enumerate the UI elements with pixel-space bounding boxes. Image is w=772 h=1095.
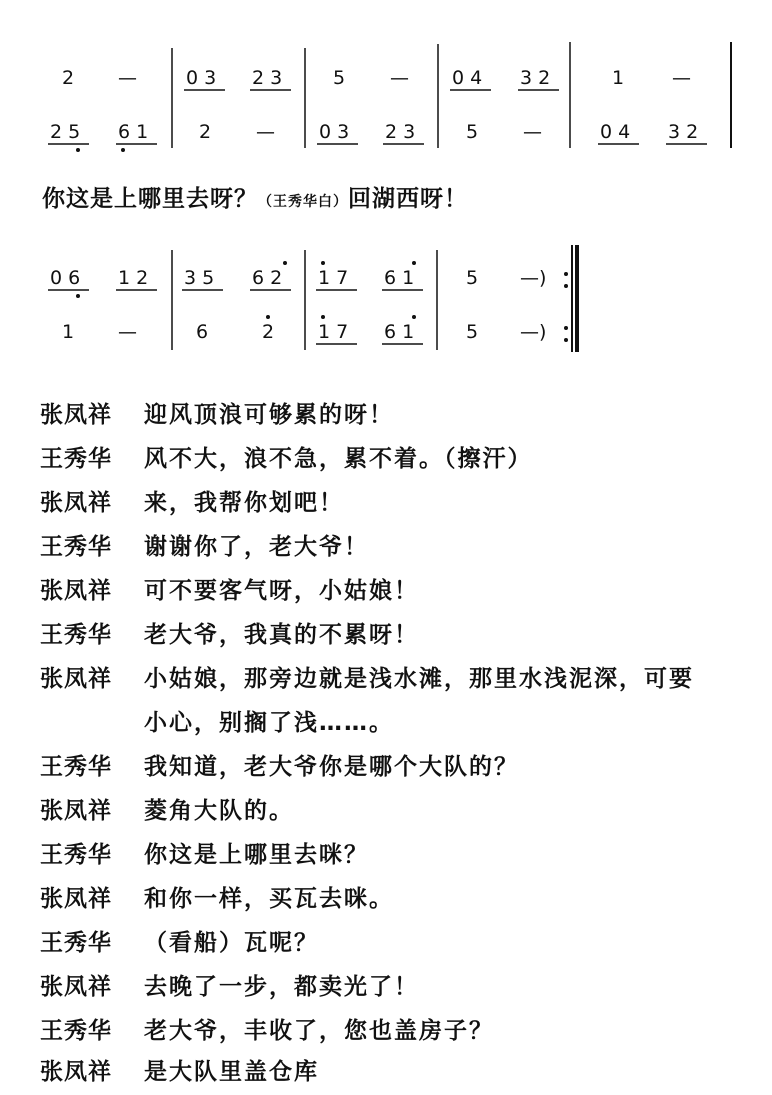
note: 0 3 <box>319 121 350 143</box>
note: 6 2 <box>252 267 283 289</box>
speaker: 张凤祥 <box>40 886 112 912</box>
dialogue <box>40 393 750 1053</box>
speaker: 王秀华 <box>40 754 112 780</box>
note: — <box>118 67 137 89</box>
note: — <box>672 67 691 89</box>
speech: 去晚了一步，都卖光了！ <box>144 974 419 1000</box>
speech: 老大爷，我真的不累呀！ <box>144 622 419 648</box>
note: 1 2 <box>118 267 149 289</box>
speech: 你这是上哪里去咪？ <box>144 842 369 868</box>
note: 0 4 <box>452 67 483 89</box>
system-2-lower-voice <box>62 315 568 344</box>
speech <box>144 657 750 745</box>
lyric-after: 回湖西呀！ <box>348 186 468 212</box>
note: 2 3 <box>252 67 283 89</box>
dialogue-line <box>40 437 750 481</box>
speaker: 张凤祥 <box>40 1059 112 1085</box>
dialogue-line <box>40 393 750 437</box>
note: 0 6 <box>50 267 81 289</box>
speech: 老大爷，丰收了，您也盖房子？ <box>144 1018 494 1044</box>
cut-off-dialogue-line <box>40 1050 740 1085</box>
note: — <box>118 321 137 343</box>
speech-line: 小姑娘，那旁边就是浅水滩，那里水浅泥深，可要 <box>144 666 694 692</box>
note: 6 1 <box>384 321 415 343</box>
dialogue-line <box>40 525 750 569</box>
speaker: 张凤祥 <box>40 666 112 692</box>
speech: 迎风顶浪可够累的呀！ <box>144 402 394 428</box>
note: — <box>390 67 409 89</box>
note: 0 4 <box>600 121 631 143</box>
note: 1 <box>612 67 625 89</box>
speaker: 张凤祥 <box>40 490 112 516</box>
speaker: 王秀华 <box>40 842 112 868</box>
note: —) <box>520 267 547 289</box>
speech: 我知道，老大爷你是哪个大队的？ <box>144 754 519 780</box>
dialogue-line <box>40 1050 740 1094</box>
note: 2 <box>62 67 75 89</box>
lyric-before: 你这是上哪里去呀？ <box>42 186 258 212</box>
dialogue-line <box>40 569 750 613</box>
dialogue-line <box>40 745 750 789</box>
barlines-system-2 <box>172 245 577 352</box>
dialogue-line <box>40 965 750 1009</box>
note: 6 1 <box>118 121 149 143</box>
speaker: 张凤祥 <box>40 798 112 824</box>
note: —) <box>520 321 547 343</box>
speech: 菱角大队的。 <box>144 798 294 824</box>
note: 2 <box>199 121 212 143</box>
lyric-line <box>42 180 468 213</box>
system-2-upper-voice <box>48 261 568 298</box>
system-1-upper-voice <box>62 67 691 90</box>
note: — <box>256 121 275 143</box>
note: 3 2 <box>668 121 699 143</box>
note: 2 5 <box>50 121 81 143</box>
speaker: 张凤祥 <box>40 402 112 428</box>
dialogue-line <box>40 613 750 657</box>
note: — <box>523 121 542 143</box>
note: 1 7 <box>318 267 349 289</box>
speaker: 王秀华 <box>40 534 112 560</box>
lyric-aside: （王秀华白） <box>258 194 348 210</box>
system-1-lower-voice <box>48 121 707 152</box>
note: 0 3 <box>186 67 217 89</box>
note: 2 <box>262 321 275 343</box>
note: 1 <box>62 321 75 343</box>
dialogue-line <box>40 921 750 965</box>
note: 3 5 <box>184 267 215 289</box>
speaker: 张凤祥 <box>40 974 112 1000</box>
note: 5 <box>333 67 346 89</box>
speaker: 张凤祥 <box>40 578 112 604</box>
note: 2 3 <box>385 121 416 143</box>
note: 5 <box>466 321 479 343</box>
speech: 谢谢你了，老大爷！ <box>144 534 369 560</box>
note: 6 1 <box>384 267 415 289</box>
dialogue-line <box>40 833 750 877</box>
speaker: 王秀华 <box>40 622 112 648</box>
speech: 是大队里盖仓库 <box>144 1059 319 1085</box>
speech: 和你一样，买瓦去咪。 <box>144 886 394 912</box>
note: 3 2 <box>520 67 551 89</box>
speech: 来，我帮你划吧！ <box>144 490 344 516</box>
note: 5 <box>466 267 479 289</box>
speaker: 王秀华 <box>40 1018 112 1044</box>
dialogue-line <box>40 877 750 921</box>
speech: （看船）瓦呢？ <box>144 930 319 956</box>
note: 5 <box>466 121 479 143</box>
speech-line: 小心，别搁了浅……。 <box>144 710 394 736</box>
dialogue-line <box>40 1009 750 1053</box>
dialogue-line <box>40 789 750 833</box>
dialogue-line <box>40 657 750 745</box>
note: 6 <box>196 321 209 343</box>
speaker: 王秀华 <box>40 446 112 472</box>
dialogue-line <box>40 481 750 525</box>
note: 1 7 <box>318 321 349 343</box>
speech: 可不要客气呀，小姑娘！ <box>144 578 419 604</box>
speech: 风不大，浪不急，累不着。（擦汗） <box>144 446 533 472</box>
speaker: 王秀华 <box>40 930 112 956</box>
